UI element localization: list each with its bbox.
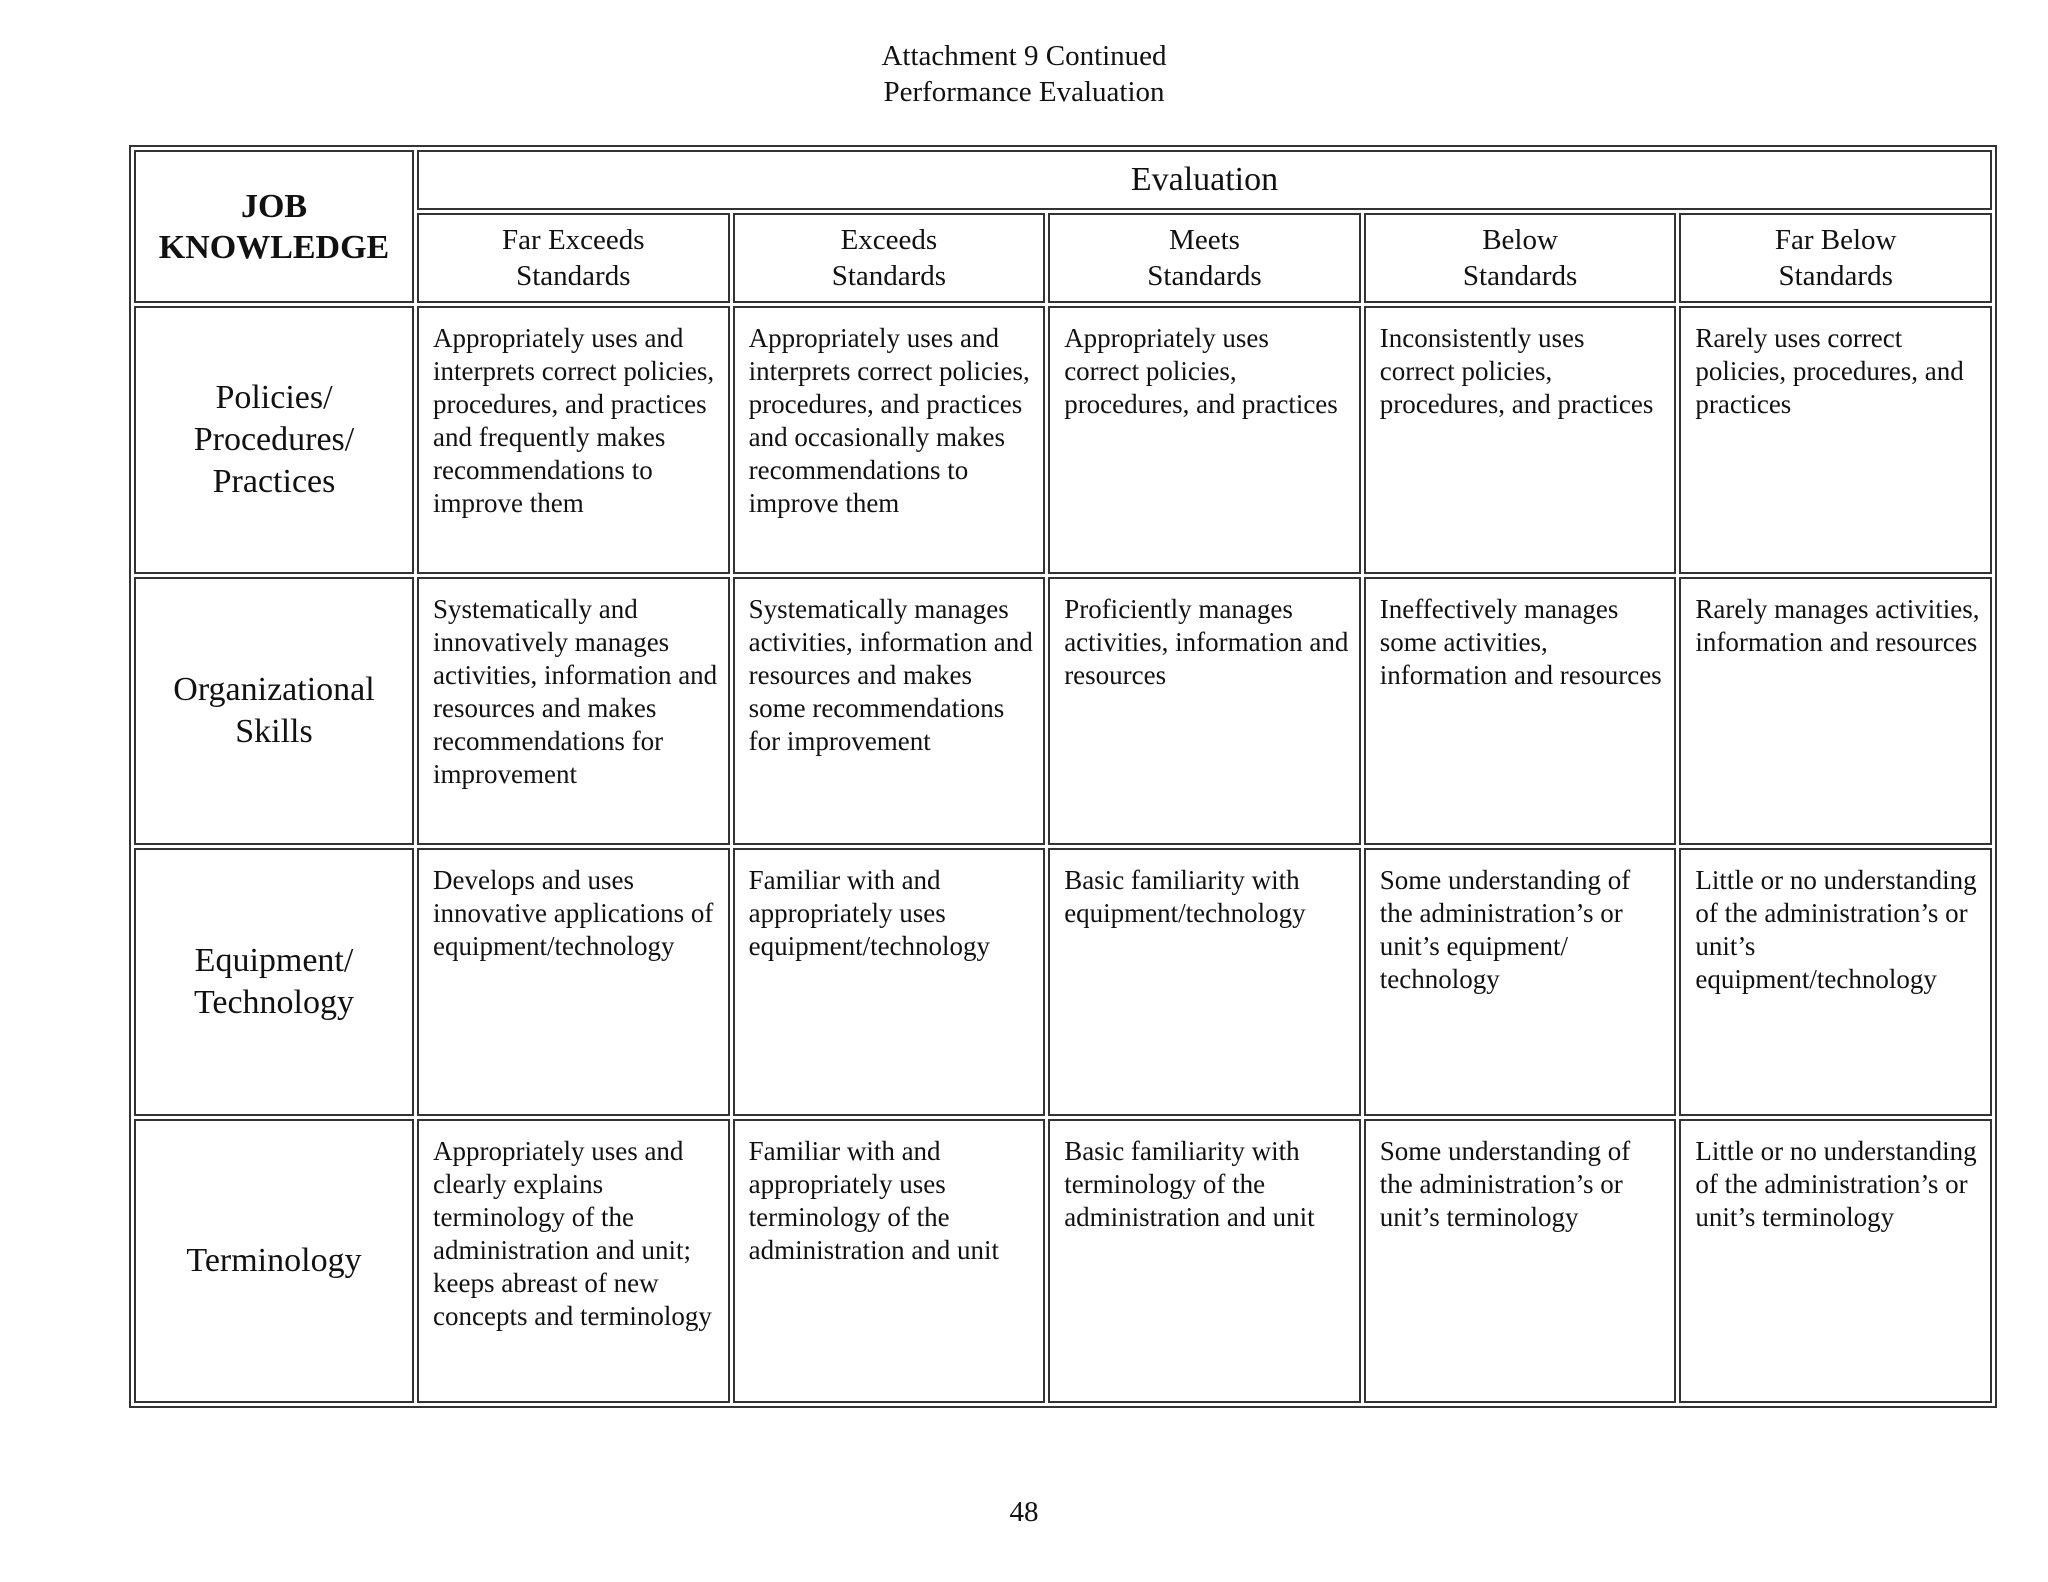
criteria-cell: Systematically and innovatively manages activities, information and resources and makes recommendations for improvement	[417, 577, 730, 845]
page-header	[0, 38, 2048, 110]
row-label-policies	[134, 306, 414, 574]
row-label-line: Practices	[212, 463, 336, 500]
criteria-cell: Appropriately uses and interprets correct policies, procedures, and practices and frequently makes recommendations to improve them	[417, 306, 730, 574]
table-row-policies	[134, 306, 1992, 574]
header-row-evaluation	[134, 150, 1992, 210]
document-title: Performance Evaluation	[883, 76, 1165, 108]
criteria-cell: Ineffectively manages some activities, information and resources	[1364, 577, 1677, 845]
level-header-line: Far Below	[1774, 224, 1897, 256]
criteria-cell: Some understanding of the administration’s or unit’s terminology	[1364, 1119, 1677, 1403]
criteria-cell: Basic familiarity with terminology of the administration and unit	[1048, 1119, 1361, 1403]
category-header-cell	[134, 150, 414, 303]
criteria-cell: Familiar with and appropriately uses equipment/technology	[733, 848, 1046, 1116]
row-label-line: Policies/	[215, 379, 333, 416]
row-label-equipment-technology	[134, 848, 414, 1116]
row-label-terminology	[134, 1119, 414, 1403]
row-label-organizational-skills	[134, 577, 414, 845]
level-header-exceeds	[733, 213, 1046, 303]
performance-evaluation-table	[129, 145, 1997, 1408]
criteria-cell: Systematically manages activities, information and resources and makes some recommendations for improvement	[733, 577, 1046, 845]
level-header-line: Below	[1482, 224, 1558, 256]
criteria-cell: Rarely uses correct policies, procedures, and practices	[1679, 306, 1992, 574]
level-header-line: Standards	[831, 260, 947, 292]
evaluation-header: Evaluation	[417, 150, 1992, 210]
criteria-cell: Little or no understanding of the administration’s or unit’s equipment/technology	[1679, 848, 1992, 1116]
table-row-terminology	[134, 1119, 1992, 1403]
row-label-line: Skills	[235, 713, 313, 750]
criteria-cell: Proficiently manages activities, information and resources	[1048, 577, 1361, 845]
table-row-equipment-technology	[134, 848, 1992, 1116]
category-header-line: KNOWLEDGE	[158, 228, 390, 266]
criteria-cell: Basic familiarity with equipment/technology	[1048, 848, 1361, 1116]
criteria-cell: Inconsistently uses correct policies, procedures, and practices	[1364, 306, 1677, 574]
row-label-line: Equipment/	[194, 942, 354, 979]
level-header-line: Meets	[1169, 224, 1240, 256]
level-header-line: Standards	[516, 260, 631, 292]
table-row-organizational-skills	[134, 577, 1992, 845]
criteria-cell: Familiar with and appropriately uses terminology of the administration and unit	[733, 1119, 1046, 1403]
criteria-cell: Appropriately uses and clearly explains terminology of the administration and unit; keeps abreast of new concepts and terminology	[417, 1119, 730, 1403]
page-number: 48	[1009, 1496, 1039, 1528]
level-header-line: Exceeds	[840, 224, 938, 256]
criteria-cell: Little or no understanding of the administration’s or unit’s terminology	[1679, 1119, 1992, 1403]
category-header-line: JOB	[240, 187, 308, 225]
level-header-far-exceeds	[417, 213, 730, 303]
row-label-line: Organizational	[173, 671, 375, 708]
level-header-below	[1364, 213, 1677, 303]
row-label-line: Procedures/	[193, 421, 355, 458]
criteria-cell: Appropriately uses correct policies, procedures, and practices	[1048, 306, 1361, 574]
criteria-cell: Some understanding of the administration’s or unit’s equipment/ technology	[1364, 848, 1677, 1116]
criteria-cell: Develops and uses innovative applications of equipment/technology	[417, 848, 730, 1116]
criteria-cell: Rarely manages activities, information and resources	[1679, 577, 1992, 845]
level-header-line: Far Exceeds	[502, 224, 645, 256]
level-header-meets	[1048, 213, 1361, 303]
level-header-line: Standards	[1147, 260, 1262, 292]
row-label-line: Technology	[193, 984, 355, 1021]
level-header-line: Standards	[1462, 260, 1578, 292]
level-header-far-below	[1679, 213, 1992, 303]
row-label-line: Terminology	[186, 1242, 362, 1279]
attachment-title: Attachment 9 Continued	[881, 40, 1167, 72]
criteria-cell: Appropriately uses and interprets correct policies, procedures, and practices and occasionally makes recommendations to improve them	[733, 306, 1046, 574]
level-header-line: Standards	[1778, 260, 1893, 292]
